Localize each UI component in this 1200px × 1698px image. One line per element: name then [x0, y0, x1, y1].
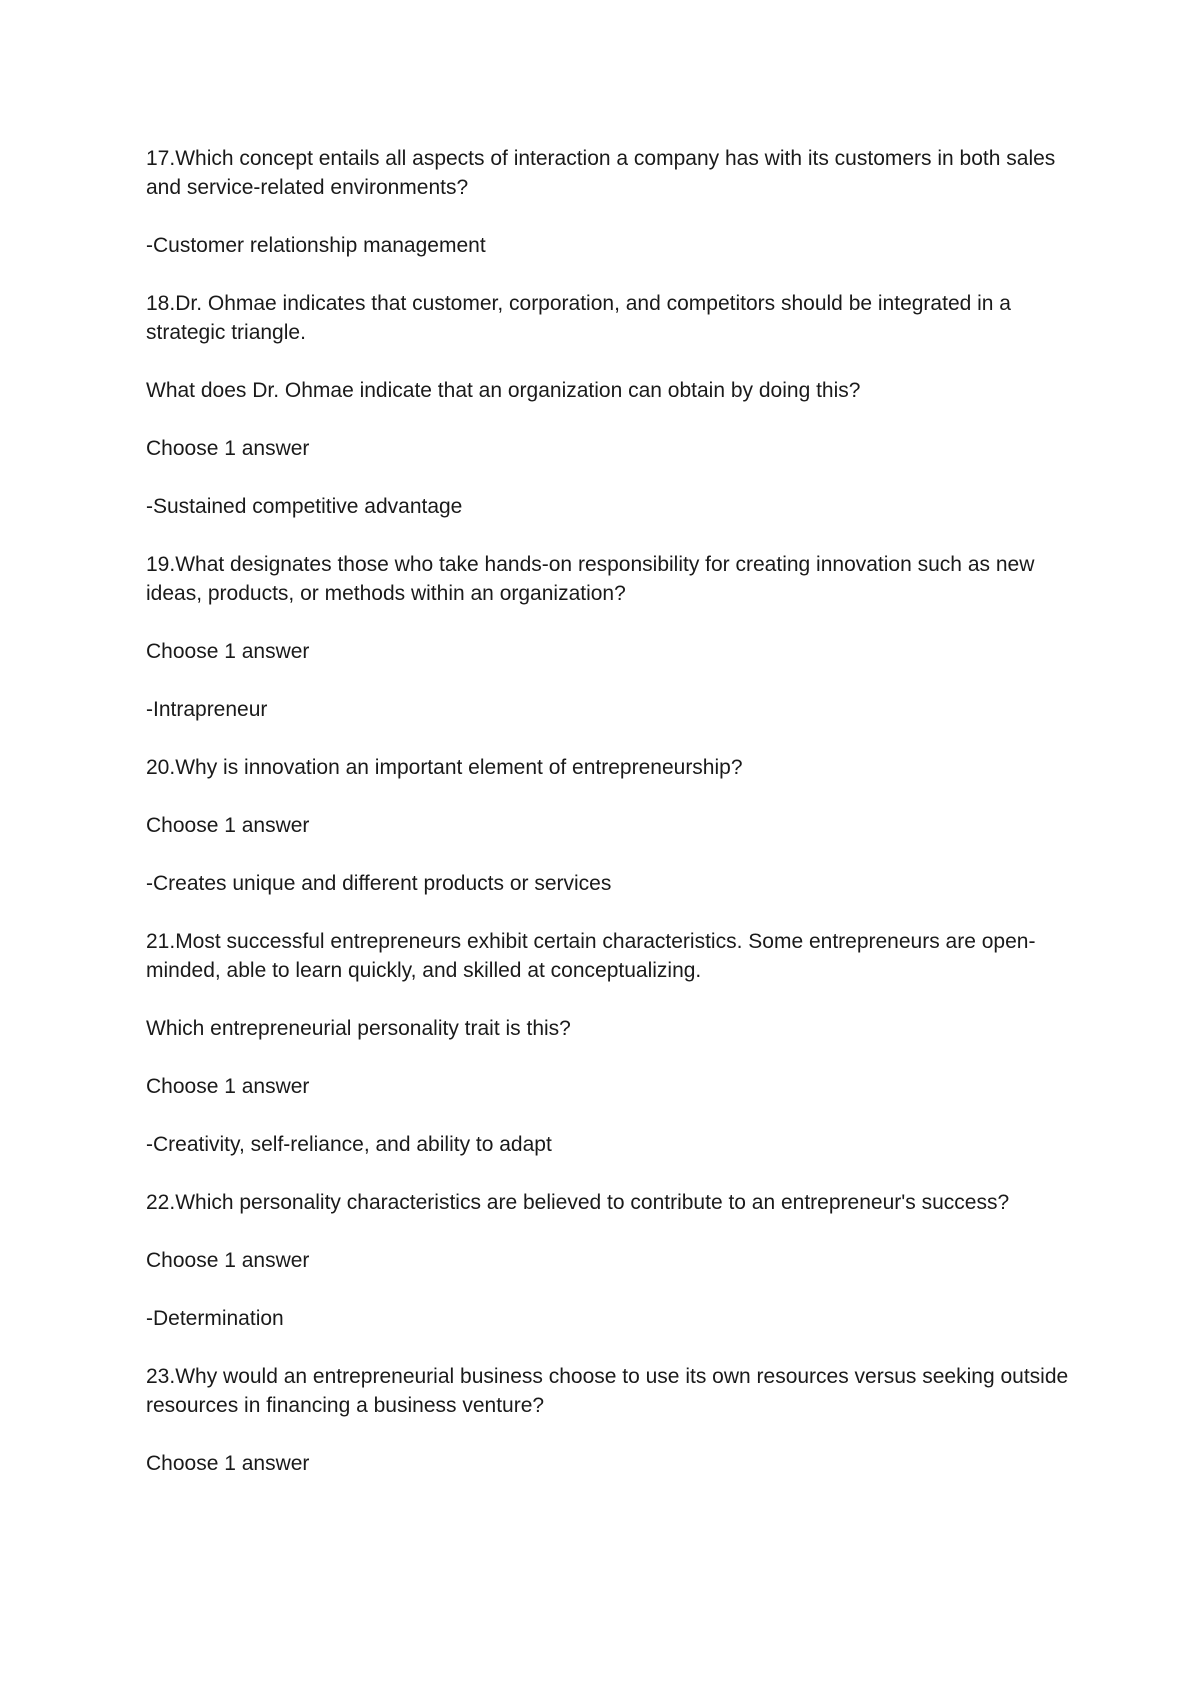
choose-answer-label: Choose 1 answer [146, 1075, 310, 1098]
question-18-prompt: What does Dr. Ohmae indicate that an organization can obtain by doing this? [146, 379, 861, 402]
question-17-text: 17.Which concept entails all aspects of interaction a company has with its customers in both sales and service-related environments? [146, 147, 1056, 199]
choose-answer-label: Choose 1 answer [146, 1452, 310, 1475]
answer-19-text: -Intrapreneur [146, 698, 268, 721]
question-23-text: 23.Why would an entrepreneurial business choose to use its own resources versus seeking outside resources in financing a business venture? [146, 1365, 1069, 1417]
answer-18-text: -Sustained competitive advantage [146, 495, 463, 518]
question-21-text: 21.Most successful entrepreneurs exhibit certain characteristics. Some entrepreneurs are open-minded, able to learn quickly, and skilled at conceptualizing. [146, 930, 1036, 982]
question-22-text: 22.Which personality characteristics are believed to contribute to an entrepreneur's success? [146, 1191, 1010, 1214]
answer-21-text: -Creativity, self-reliance, and ability to adapt [146, 1133, 552, 1156]
document-body [146, 144, 1076, 1507]
choose-answer-label: Choose 1 answer [146, 814, 310, 837]
question-20-text: 20.Why is innovation an important element of entrepreneurship? [146, 756, 743, 779]
answer-17-text: -Customer relationship management [146, 234, 486, 257]
choose-answer-label: Choose 1 answer [146, 1249, 310, 1272]
question-19-text: 19.What designates those who take hands-on responsibility for creating innovation such as new ideas, products, or methods within an organization? [146, 553, 1035, 605]
choose-answer-label: Choose 1 answer [146, 437, 310, 460]
answer-22-text: -Determination [146, 1307, 284, 1330]
choose-answer-label: Choose 1 answer [146, 640, 310, 663]
question-21-prompt: Which entrepreneurial personality trait is this? [146, 1017, 571, 1040]
answer-20-text: -Creates unique and different products or services [146, 872, 612, 895]
question-18-text: 18.Dr. Ohmae indicates that customer, corporation, and competitors should be integrated in a strategic triangle. [146, 292, 1011, 344]
